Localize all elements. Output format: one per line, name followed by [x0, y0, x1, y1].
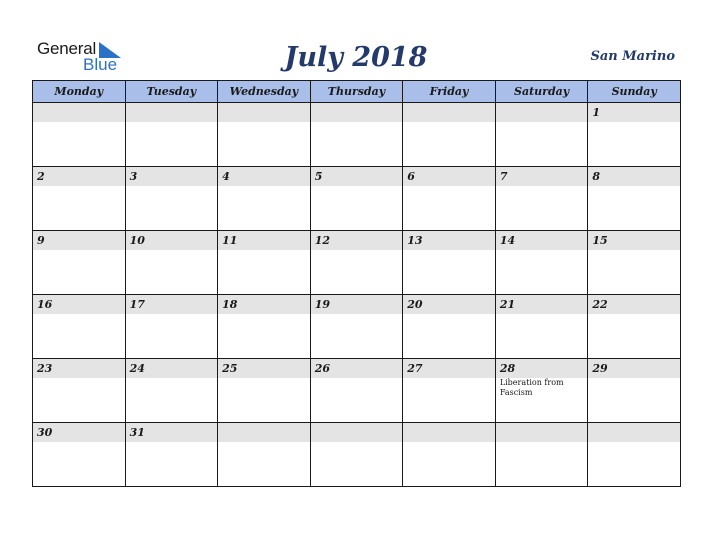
brand-logo-text-blue: Blue [83, 55, 118, 74]
day-cell [495, 423, 588, 487]
day-number: 23 [37, 362, 53, 375]
day-number: 18 [222, 298, 238, 311]
day-band [588, 231, 680, 250]
day-band [403, 295, 495, 314]
day-number: 19 [314, 298, 330, 311]
day-number: 17 [129, 298, 145, 311]
country-label: San Marino [590, 49, 675, 64]
day-cell [33, 103, 126, 167]
day-band [588, 103, 680, 122]
weekday-header: Friday [403, 81, 496, 103]
day-cell [310, 231, 403, 295]
day-cell [495, 103, 588, 167]
day-cell [125, 231, 218, 295]
day-cell [403, 103, 496, 167]
day-cell [218, 359, 311, 423]
day-number: 12 [314, 234, 330, 247]
day-cell [588, 359, 681, 423]
weekday-header-row [33, 81, 681, 103]
weekday-header: Saturday [495, 81, 588, 103]
day-cell [218, 423, 311, 487]
day-number: 8 [592, 170, 601, 183]
day-cell [588, 295, 681, 359]
day-number: 29 [592, 362, 608, 375]
weekday-header: Sunday [588, 81, 681, 103]
day-band [126, 167, 218, 186]
day-band [33, 359, 125, 378]
day-number: 22 [592, 298, 608, 311]
day-band [496, 167, 588, 186]
day-number: 5 [314, 170, 323, 183]
day-band [126, 423, 218, 442]
day-band [496, 103, 588, 122]
day-cell [403, 359, 496, 423]
day-band [588, 423, 680, 442]
day-number: 26 [314, 362, 330, 375]
day-band [403, 103, 495, 122]
day-cell [33, 167, 126, 231]
day-cell [310, 423, 403, 487]
week-row [33, 295, 681, 359]
day-band [588, 359, 680, 378]
weekday-header: Wednesday [218, 81, 311, 103]
calendar-title: July 2018 [284, 42, 428, 73]
day-band [588, 295, 680, 314]
day-band [218, 359, 310, 378]
day-band [311, 167, 403, 186]
day-cell [588, 423, 681, 487]
day-cell [125, 295, 218, 359]
day-cell [33, 359, 126, 423]
day-band [218, 231, 310, 250]
day-cell [125, 167, 218, 231]
day-cell [33, 423, 126, 487]
day-number: 6 [407, 170, 415, 183]
day-band [126, 103, 218, 122]
day-cell [310, 167, 403, 231]
day-band [218, 103, 310, 122]
weekday-header: Thursday [310, 81, 403, 103]
day-band [218, 167, 310, 186]
day-number: 20 [407, 298, 423, 311]
day-cell [33, 295, 126, 359]
day-number: 31 [129, 426, 145, 439]
day-cell [403, 167, 496, 231]
day-band [311, 103, 403, 122]
day-band [126, 359, 218, 378]
day-number: 28 [499, 362, 516, 375]
day-band [33, 103, 125, 122]
day-cell [588, 103, 681, 167]
day-band [33, 167, 125, 186]
day-cell [218, 295, 311, 359]
day-cell [403, 423, 496, 487]
week-row [33, 423, 681, 487]
day-band [403, 423, 495, 442]
day-cell [125, 423, 218, 487]
day-cell [588, 167, 681, 231]
day-number: 4 [222, 170, 230, 183]
day-band [218, 423, 310, 442]
week-row [33, 167, 681, 231]
day-number: 16 [37, 298, 53, 311]
day-number: 30 [37, 426, 53, 439]
day-band [311, 295, 403, 314]
day-band [403, 167, 495, 186]
weekday-header: Tuesday [125, 81, 218, 103]
day-cell [310, 103, 403, 167]
day-band [496, 231, 588, 250]
day-number: 7 [499, 170, 508, 183]
day-band [496, 359, 588, 378]
day-number: 24 [129, 362, 145, 375]
weekday-header: Monday [33, 81, 126, 103]
day-number: 1 [592, 106, 601, 119]
day-number: 2 [37, 170, 45, 183]
day-band [311, 359, 403, 378]
day-number: 27 [407, 362, 423, 375]
day-number: 3 [129, 170, 138, 183]
day-number: 14 [499, 234, 516, 247]
day-cell [125, 103, 218, 167]
week-row [33, 231, 681, 295]
day-cell [495, 231, 588, 295]
day-band [403, 231, 495, 250]
day-band [33, 295, 125, 314]
day-number: 15 [592, 234, 608, 247]
day-band [33, 231, 125, 250]
day-band [496, 295, 588, 314]
day-cell [495, 295, 588, 359]
day-cell [495, 167, 588, 231]
day-band [311, 231, 403, 250]
day-band [126, 231, 218, 250]
holiday-label: Liberation from Fascism [499, 378, 564, 397]
day-number: 25 [222, 362, 238, 375]
day-cell [495, 359, 588, 423]
day-cell [403, 231, 496, 295]
day-cell [588, 231, 681, 295]
day-band [403, 359, 495, 378]
day-cell [403, 295, 496, 359]
day-cell [310, 359, 403, 423]
week-row [33, 103, 681, 167]
day-band [588, 167, 680, 186]
day-cell [218, 103, 311, 167]
day-number: 13 [407, 234, 423, 247]
brand-logo-text-general: General [37, 39, 97, 58]
week-row [33, 359, 681, 423]
day-number: 21 [499, 298, 516, 311]
day-cell [218, 167, 311, 231]
day-band [218, 295, 310, 314]
day-number: 11 [222, 234, 238, 247]
day-cell [218, 231, 311, 295]
day-band [496, 423, 588, 442]
day-band [126, 295, 218, 314]
day-cell [33, 231, 126, 295]
day-number: 9 [37, 234, 45, 247]
day-band [311, 423, 403, 442]
day-cell [310, 295, 403, 359]
day-cell [125, 359, 218, 423]
day-band [33, 423, 125, 442]
calendar-grid [32, 80, 681, 487]
day-number: 10 [129, 234, 145, 247]
